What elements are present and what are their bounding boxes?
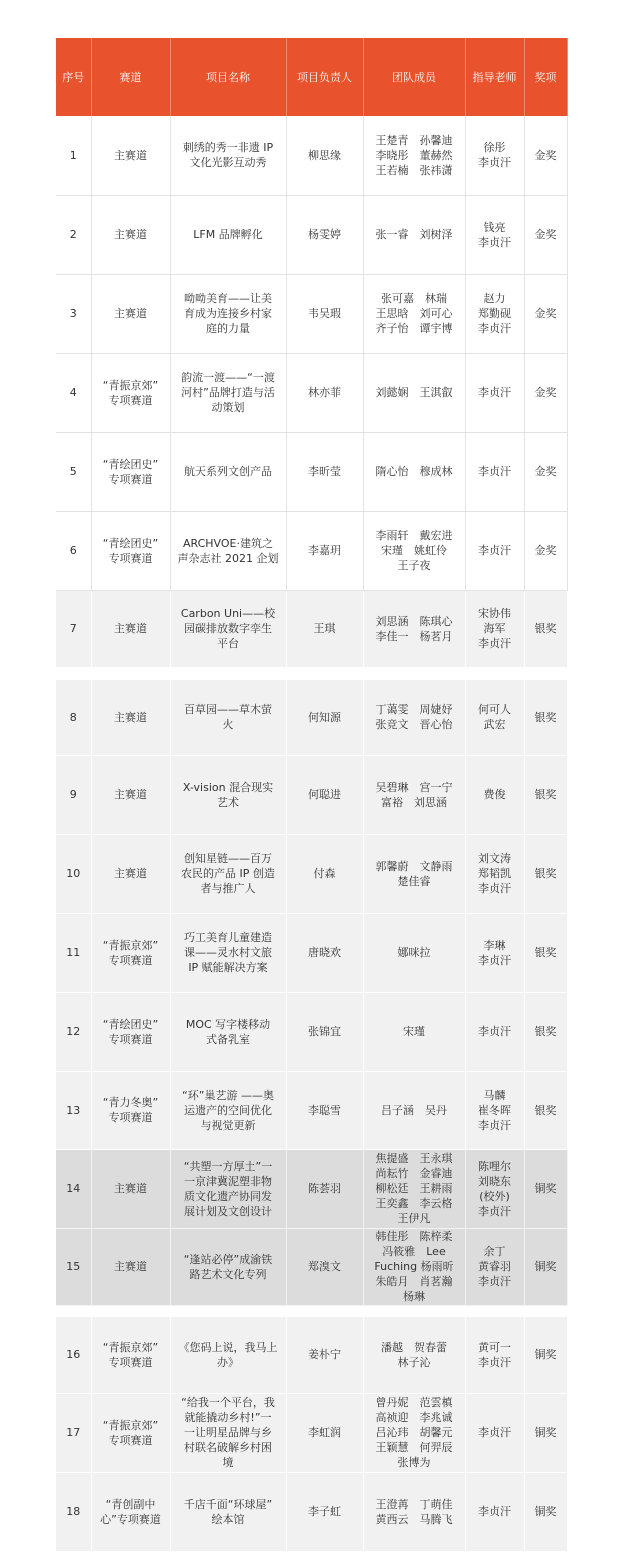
project-name-cell: LFM 品牌孵化 <box>170 195 286 274</box>
project-name-cell: 呦呦美育——让美 育成为连接乡村家 庭的力量 <box>170 274 286 353</box>
project-name-cell: “环”巢艺游 ——奥 运遗产的空间优化 与视觉更新 <box>170 1071 286 1149</box>
project-name-cell: ARCHVOE·建筑之 声杂志社 2021 企划 <box>170 511 286 590</box>
row-number: 9 <box>56 755 91 834</box>
team-members-cell: 王澄苒 丁萌佳 黄西云 马腾飞 <box>363 1472 465 1551</box>
track-cell: 主赛道 <box>91 116 170 195</box>
table-row <box>56 432 567 511</box>
header-project: 项目名称 <box>170 38 286 116</box>
award-cell: 银奖 <box>524 680 567 755</box>
row-number: 4 <box>56 353 91 432</box>
mentor-cell: 费俊 <box>465 755 524 834</box>
track-cell: “青力冬奥” 专项赛道 <box>91 1071 170 1149</box>
leader-cell: 林亦菲 <box>286 353 363 432</box>
project-name-cell: 创知星链——百万 农民的产品 IP 创造 者与推广人 <box>170 834 286 913</box>
mentor-cell: 李贞汗 <box>465 1472 524 1551</box>
team-members-cell: 娜咪拉 <box>363 913 465 992</box>
mentor-cell: 赵力 郑勤砚 李贞汗 <box>465 274 524 353</box>
track-cell: “青振京郊” 专项赛道 <box>91 1317 170 1393</box>
mentor-cell: 陈哩尔 刘晓东 (校外) 李贞汗 <box>465 1149 524 1228</box>
team-members-cell: 郭馨蔚 文静雨 楚佳睿 <box>363 834 465 913</box>
awards-table-segment-3 <box>56 1317 567 1552</box>
project-name-cell: X-vision 混合现实 艺术 <box>170 755 286 834</box>
mentor-cell: 徐彤 李贞汗 <box>465 116 524 195</box>
row-number: 18 <box>56 1472 91 1551</box>
header-award: 奖项 <box>524 38 567 116</box>
table-row <box>56 274 567 353</box>
award-cell: 银奖 <box>524 834 567 913</box>
leader-cell: 李虹润 <box>286 1393 363 1472</box>
mentor-cell: 李贞汗 <box>465 353 524 432</box>
team-members-cell: 刘懿娴 王淇叡 <box>363 353 465 432</box>
track-cell: “青创副中 心”专项赛道 <box>91 1472 170 1551</box>
row-number: 1 <box>56 116 91 195</box>
mentor-cell: 何可人 武宏 <box>465 680 524 755</box>
table-row <box>56 1228 567 1305</box>
track-cell: 主赛道 <box>91 680 170 755</box>
team-members-cell: 焦提盛 王永琪 尚耘竹 金睿迪 柳松廷 王耕雨 王奕鑫 李云格 王伊凡 <box>363 1149 465 1228</box>
header-leader: 项目负责人 <box>286 38 363 116</box>
table-row <box>56 680 567 755</box>
award-cell: 金奖 <box>524 511 567 590</box>
award-cell: 银奖 <box>524 1071 567 1149</box>
team-members-cell: 吕子涵 吴丹 <box>363 1071 465 1149</box>
award-cell: 银奖 <box>524 755 567 834</box>
leader-cell: 杨雯婷 <box>286 195 363 274</box>
mentor-cell: 李贞汗 <box>465 992 524 1071</box>
leader-cell: 柳思缘 <box>286 116 363 195</box>
row-number: 12 <box>56 992 91 1071</box>
mentor-cell: 李贞汗 <box>465 1393 524 1472</box>
table-row <box>56 511 567 590</box>
row-number: 11 <box>56 913 91 992</box>
award-cell: 金奖 <box>524 195 567 274</box>
team-members-cell: 王楚青 孙馨迪 李晓彤 董赫然 王若楠 张祎潇 <box>363 116 465 195</box>
leader-cell: 李嘉玥 <box>286 511 363 590</box>
track-cell: “青绘团史” 专项赛道 <box>91 511 170 590</box>
awards-table <box>56 38 568 668</box>
awards-table-continued-2 <box>56 1317 568 1552</box>
team-members-cell: 刘思涵 陈琪心 李佳一 杨茗月 <box>363 590 465 667</box>
row-number: 7 <box>56 590 91 667</box>
table-row <box>56 834 567 913</box>
table-row <box>56 1071 567 1149</box>
team-members-cell: 宋瑾 <box>363 992 465 1071</box>
awards-table-continued <box>56 680 568 1306</box>
project-name-cell: “逢站必停”成渝铁 路艺术文化专列 <box>170 1228 286 1305</box>
track-cell: 主赛道 <box>91 834 170 913</box>
project-name-cell: “共塑一方厚土”一 一京津冀泥塑非物 质文化遗产协同发 展计划及文创设计 <box>170 1149 286 1228</box>
team-members-cell: 丁蔼雯 周婕妤 张竞文 晋心怡 <box>363 680 465 755</box>
mentor-cell: 李贞汗 <box>465 432 524 511</box>
row-number: 10 <box>56 834 91 913</box>
mentor-cell: 宋协伟 海军 李贞汗 <box>465 590 524 667</box>
header-track: 赛道 <box>91 38 170 116</box>
leader-cell: 陈荟羽 <box>286 1149 363 1228</box>
project-name-cell: MOC 写字楼移动 式备乳室 <box>170 992 286 1071</box>
project-name-cell: 韵流一渡——“一渡 河村”品牌打造与活 动策划 <box>170 353 286 432</box>
award-cell: 金奖 <box>524 274 567 353</box>
table-row <box>56 1472 567 1551</box>
mentor-cell: 黄可一 李贞汗 <box>465 1317 524 1393</box>
awards-table-segment-2 <box>56 680 567 1306</box>
leader-cell: 唐晓欢 <box>286 913 363 992</box>
row-number: 16 <box>56 1317 91 1393</box>
mentor-cell: 李琳 李贞汗 <box>465 913 524 992</box>
award-cell: 铜奖 <box>524 1317 567 1393</box>
table-row <box>56 913 567 992</box>
award-cell: 金奖 <box>524 353 567 432</box>
project-name-cell: 《您码上说，我马上 办》 <box>170 1317 286 1393</box>
mentor-cell: 李贞汗 <box>465 511 524 590</box>
leader-cell: 李子虹 <box>286 1472 363 1551</box>
team-members-cell: 张一睿 刘树泽 <box>363 195 465 274</box>
leader-cell: 韦吴瑕 <box>286 274 363 353</box>
leader-cell: 王琪 <box>286 590 363 667</box>
track-cell: “青绘团史” 专项赛道 <box>91 992 170 1071</box>
team-members-cell: 潘越 贺春蕾 林子沁 <box>363 1317 465 1393</box>
row-number: 8 <box>56 680 91 755</box>
row-number: 15 <box>56 1228 91 1305</box>
row-number: 6 <box>56 511 91 590</box>
award-cell: 金奖 <box>524 116 567 195</box>
track-cell: “青振京郊” 专项赛道 <box>91 353 170 432</box>
header-members: 团队成员 <box>363 38 465 116</box>
team-members-cell: 吴碧琳 宫一宁 富裕 刘思涵 <box>363 755 465 834</box>
table-row <box>56 755 567 834</box>
leader-cell: 李昕莹 <box>286 432 363 511</box>
table-row <box>56 195 567 274</box>
mentor-cell: 刘文涛 郑韬凯 李贞汗 <box>465 834 524 913</box>
track-cell: “青振京郊” 专项赛道 <box>91 1393 170 1472</box>
table-row <box>56 590 567 667</box>
row-number: 17 <box>56 1393 91 1472</box>
table-row <box>56 353 567 432</box>
project-name-cell: Carbon Uni——校 园碳排放数字孪生 平台 <box>170 590 286 667</box>
leader-cell: 何知源 <box>286 680 363 755</box>
row-number: 13 <box>56 1071 91 1149</box>
track-cell: 主赛道 <box>91 274 170 353</box>
mentor-cell: 马麟 崔冬晖 李贞汗 <box>465 1071 524 1149</box>
award-cell: 铜奖 <box>524 1228 567 1305</box>
header-row <box>56 38 567 116</box>
leader-cell: 姜朴宁 <box>286 1317 363 1393</box>
project-name-cell: 刺绣的秀一非遗 IP 文化光影互动秀 <box>170 116 286 195</box>
track-cell: “青振京郊” 专项赛道 <box>91 913 170 992</box>
project-name-cell: 百草园——草木萤 火 <box>170 680 286 755</box>
track-cell: 主赛道 <box>91 1228 170 1305</box>
project-name-cell: 航天系列文创产品 <box>170 432 286 511</box>
row-number: 3 <box>56 274 91 353</box>
project-name-cell: “给我一个平台，我 就能撬动乡村!”一 一让明星品牌与乡 村联名破解乡村困 境 <box>170 1393 286 1472</box>
team-members-cell: 韩佳彤 陈梓柔 冯筱雅 Lee Fuching 杨雨昕 朱皓月 肖茗瀚 杨琳 <box>363 1228 465 1305</box>
award-cell: 铜奖 <box>524 1472 567 1551</box>
leader-cell: 郑溴文 <box>286 1228 363 1305</box>
track-cell: 主赛道 <box>91 590 170 667</box>
team-members-cell: 张可嘉 林瑞 王思晗 刘可心 齐子怡 谭宇博 <box>363 274 465 353</box>
award-cell: 银奖 <box>524 590 567 667</box>
table-row <box>56 116 567 195</box>
award-cell: 铜奖 <box>524 1149 567 1228</box>
award-cell: 银奖 <box>524 913 567 992</box>
award-cell: 金奖 <box>524 432 567 511</box>
team-members-cell: 曾丹妮 范雲槙 高祯迎 李兆诚 吕沁玮 胡馨元 王颖慧 何羿辰 张博为 <box>363 1393 465 1472</box>
row-number: 14 <box>56 1149 91 1228</box>
team-members-cell: 隋心怡 穆成林 <box>363 432 465 511</box>
leader-cell: 张锦宜 <box>286 992 363 1071</box>
project-name-cell: 千店千面“环球屋” 绘本馆 <box>170 1472 286 1551</box>
track-cell: “青绘团史” 专项赛道 <box>91 432 170 511</box>
row-number: 5 <box>56 432 91 511</box>
track-cell: 主赛道 <box>91 1149 170 1228</box>
table-row <box>56 1317 567 1393</box>
table-row <box>56 992 567 1071</box>
leader-cell: 付森 <box>286 834 363 913</box>
mentor-cell: 余丁 黄睿羽 李贞汗 <box>465 1228 524 1305</box>
leader-cell: 李聪雪 <box>286 1071 363 1149</box>
leader-cell: 何聪进 <box>286 755 363 834</box>
row-number: 2 <box>56 195 91 274</box>
team-members-cell: 李雨轩 戴宏进 宋瑾 姚虹伶 王子夜 <box>363 511 465 590</box>
header-no: 序号 <box>56 38 91 116</box>
award-cell: 铜奖 <box>524 1393 567 1472</box>
table-row <box>56 1393 567 1472</box>
award-cell: 银奖 <box>524 992 567 1071</box>
header-mentor: 指导老师 <box>465 38 524 116</box>
project-name-cell: 巧工美育儿童建造 课——灵水村文旅 IP 赋能解决方案 <box>170 913 286 992</box>
track-cell: 主赛道 <box>91 195 170 274</box>
mentor-cell: 钱亮 李贞汗 <box>465 195 524 274</box>
table-row <box>56 1149 567 1228</box>
track-cell: 主赛道 <box>91 755 170 834</box>
awards-table-segment-1 <box>56 38 567 668</box>
